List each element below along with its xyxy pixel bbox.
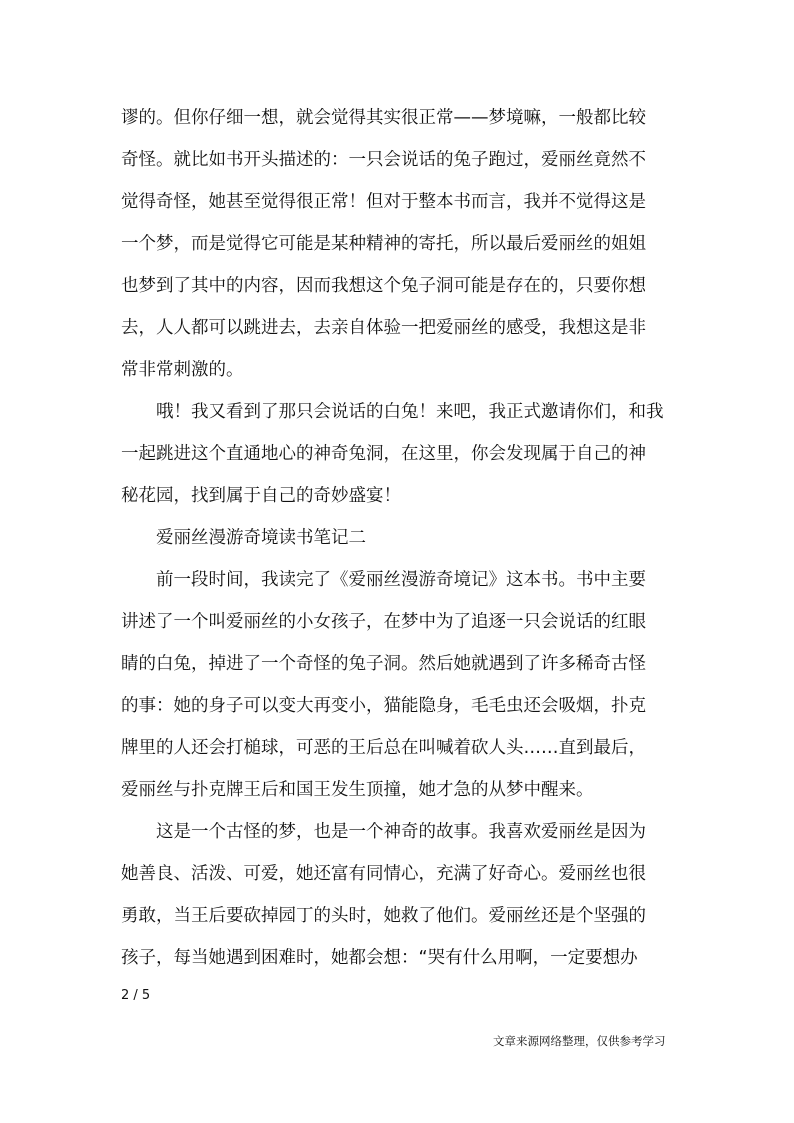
body-text-line: 秘花园，找到属于自己的奇妙盛宴！ <box>121 486 401 506</box>
body-text-line: 的事：她的身子可以变大再变小，猫能隐身，毛毛虫还会吸烟，扑克 <box>121 696 646 716</box>
body-text-line: 爱丽丝与扑克牌王后和国王发生顶撞，她才急的从梦中醒来。 <box>121 780 594 800</box>
body-text-line: 这是一个古怪的梦，也是一个神奇的故事。我喜欢爱丽丝是因为 <box>121 822 646 842</box>
body-text-line: 觉得奇怪，她甚至觉得很正常！但对于整本书而言，我并不觉得这是 <box>121 192 646 212</box>
body-text-line: 孩子，每当她遇到困难时，她都会想：“哭有什么用啊，一定要想办 <box>121 948 638 968</box>
body-text-line: 前一段时间，我读完了《爱丽丝漫游奇境记》这本书。书中主要 <box>121 570 646 590</box>
page-number: 2 / 5 <box>121 988 151 1003</box>
body-text-line: 奇怪。就比如书开头描述的：一只会说话的兔子跑过，爱丽丝竟然不 <box>121 150 646 170</box>
section-heading: 爱丽丝漫游奇境读书笔记二 <box>121 528 366 548</box>
body-text-line: 讲述了一个叫爱丽丝的小女孩子，在梦中为了追逐一只会说话的红眼 <box>121 612 646 632</box>
body-text-line: 她善良、活泼、可爱，她还富有同情心，充满了好奇心。爱丽丝也很 <box>121 864 646 884</box>
body-text-line: 一个梦，而是觉得它可能是某种精神的寄托，所以最后爱丽丝的姐姐 <box>121 234 646 254</box>
body-text-line: 一起跳进这个直通地心的神奇兔洞，在这里，你会发现属于自己的神 <box>121 444 646 464</box>
body-text-line: 谬的。但你仔细一想，就会觉得其实很正常——梦境嘛，一般都比较 <box>121 108 646 128</box>
body-text-line: 去，人人都可以跳进去，去亲自体验一把爱丽丝的感受，我想这是非 <box>121 318 646 338</box>
body-text-line: 也梦到了其中的内容，因而我想这个兔子洞可能是存在的，只要你想 <box>121 276 646 296</box>
source-note: 文章来源网络整理，仅供参考学习 <box>493 1034 666 1048</box>
body-text-line: 哦！我又看到了那只会说话的白兔！来吧，我正式邀请你们，和我 <box>121 402 664 422</box>
body-text-line: 牌里的人还会打槌球，可恶的王后总在叫喊着砍人头……直到最后， <box>121 738 646 758</box>
body-text-line: 勇敢，当王后要砍掉园丁的头时，她救了他们。爱丽丝还是个坚强的 <box>121 906 646 926</box>
body-text-line: 常非常刺激的。 <box>121 360 244 380</box>
body-text-line: 睛的白兔，掉进了一个奇怪的兔子洞。然后她就遇到了许多稀奇古怪 <box>121 654 646 674</box>
